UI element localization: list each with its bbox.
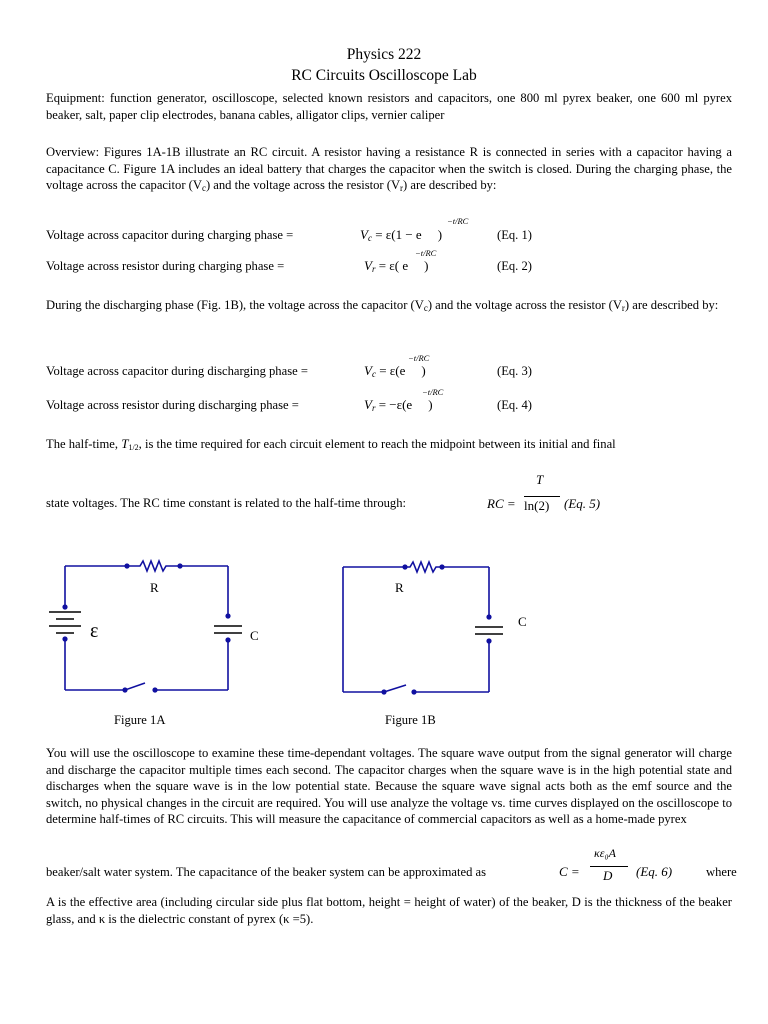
capacitor-icon (475, 627, 503, 634)
eq5-denominator: ln(2) (524, 498, 550, 513)
overview-text: ) and the voltage across the resistor (V (205, 178, 401, 192)
overview-paragraph (46, 144, 732, 197)
figure-1a-caption: Figure 1A (114, 713, 166, 727)
eq4-number: (Eq. 4) (497, 398, 532, 412)
body-paragraph: You will use the oscilloscope to examine these time-dependant voltages. The square wave output from the signal generator will charge and discharge the capacitor multiple times each second. The capacitor charges when the square wave is in the high potential state and discharges when the square wave is in the low potential state. Because the square wave signal acts both as the emf source and the switch, no physical changes in the circuit are required. You will use analyze the voltage vs. time curves displayed on the oscilloscope to determine half-times of RC circuits. This will measure the capacitance of commercial capacitors as well as a home-made pyrex (46, 746, 732, 826)
eq2-label: Voltage across resistor during charging phase = (46, 259, 285, 273)
eq5-label: (Eq. 5) (564, 496, 601, 511)
eq1-exponent: −t/RC (447, 216, 469, 226)
eq4-formula: $V_r = -\varepsilon(e$ ) (364, 397, 433, 413)
battery-icon (49, 612, 81, 633)
final-paragraph: A is the effective area (including circular side plus flat bottom, height = height of water) of the beaker, D is the thickness of the beaker glass, and κ is the dielectric constant of pyrex (κ =5). (46, 895, 732, 926)
circuit-figures (0, 540, 768, 730)
eq6-numerator: κε₀A (594, 846, 616, 860)
eq3-label: Voltage across capacitor during discharging phase = (46, 364, 308, 378)
overview-text: ) are described by: (403, 178, 497, 192)
eq5-lhs: RC = (487, 496, 516, 511)
eq2-exponent: −t/RC (415, 248, 437, 258)
subscript: c (201, 183, 206, 193)
fraction-bar (590, 866, 628, 867)
eq2-formula: $V_r = \varepsilon$( e ) (364, 258, 429, 274)
eq3-exponent: −t/RC (408, 353, 430, 363)
page-title: Physics 222 (346, 46, 422, 63)
overview-text: Overview: Figures 1A-1B illustrate an RC circuit. A resistor having a resistance R is connected in series with a capacitor having a capacitance C. Figure 1A includes an ideal battery that charges the capacitor when the switch is closed. During the charging phase, the voltage across the capacitor (V (46, 145, 732, 192)
equipment-paragraph: Equipment: function generator, oscilloscope, selected known resistors and capacitors, one 800 ml pyrex beaker, one 600 ml pyrex beaker, salt, paper clip electrodes, banana cables, alligator clips, vernier caliper (46, 91, 732, 122)
eq6-label: (Eq. 6) (636, 864, 673, 879)
fig1a-capacitor-label: C (250, 628, 259, 643)
fig1a-resistor-label: R (150, 580, 159, 595)
figure-1b-wires (343, 562, 489, 692)
eq6-denominator: D (603, 868, 613, 883)
fraction-bar (524, 496, 560, 497)
eq6-lhs: C = (559, 864, 580, 879)
figure-1b-caption: Figure 1B (385, 713, 436, 727)
page-subtitle: RC Circuits Oscilloscope Lab (291, 67, 477, 84)
terminal-dots (62, 563, 230, 692)
eq4-exponent: −t/RC (422, 387, 444, 397)
eq4-label: Voltage across resistor during discharging phase = (46, 398, 299, 412)
eq2-number: (Eq. 2) (497, 259, 532, 273)
capacitor-icon (214, 626, 242, 633)
fig1b-capacitor-label: C (518, 614, 527, 629)
eq1-label: Voltage across capacitor during charging phase = (46, 228, 294, 242)
fig1a-emf-label: ε (90, 620, 99, 642)
capacitance-where: where (706, 865, 737, 879)
halftime-eq-line: state voltages. The RC time constant is related to the half-time through: (46, 496, 407, 510)
eq1-number: (Eq. 1) (497, 228, 532, 242)
eq5-numerator: T (536, 472, 544, 487)
discharge-paragraph: During the discharging phase (Fig. 1B), the voltage across the capacitor $(V_c)$ and the voltage across the resistor $(V_r)$ are described by: (46, 298, 719, 313)
subscript: r (400, 183, 404, 193)
capacitance-line: beaker/salt water system. The capacitance of the beaker system can be approximated as (46, 865, 487, 879)
eq1-formula: $V_c = \varepsilon(1 - e$ ) (360, 227, 443, 243)
eq3-number: (Eq. 3) (497, 364, 532, 378)
eq3-formula: $V_c = \varepsilon(e$ ) (364, 363, 426, 379)
fig1b-resistor-label: R (395, 580, 404, 595)
halftime-line: The half-time, $T_{1/2}$, is the time required for each circuit element to reach the midpoint between its initial and final (46, 436, 616, 452)
